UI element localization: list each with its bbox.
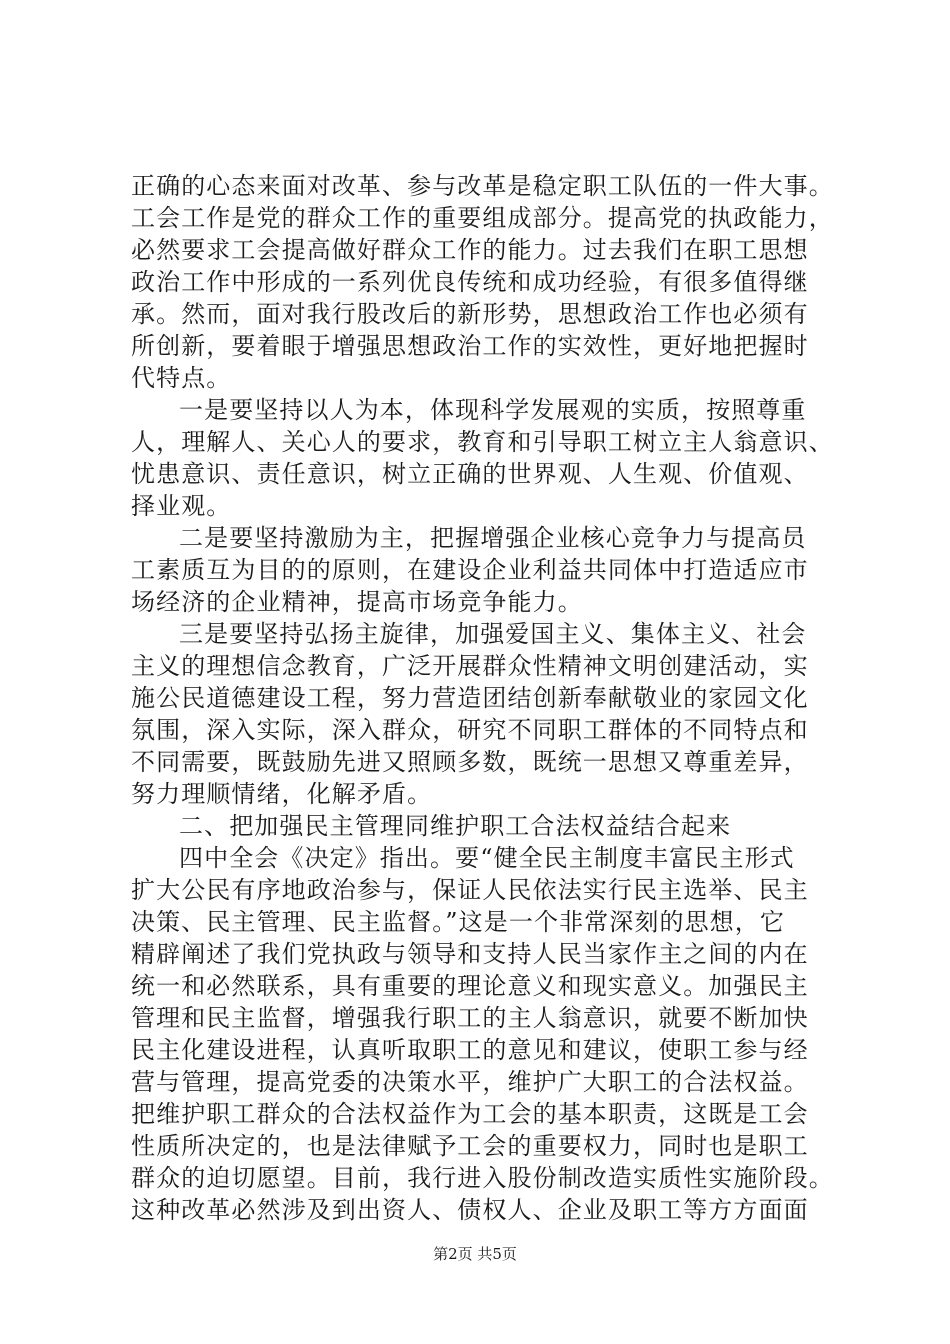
text-line: 统一和必然联系，具有重要的理论意义和现实意义。加强民主	[131, 972, 809, 1000]
text-line: 工会工作是党的群众工作的重要组成部分。提高党的执政能力，	[131, 204, 834, 232]
text-line: 精辟阐述了我们党执政与领导和支持人民当家作主之间的内在	[131, 940, 809, 968]
text-line: 正确的心态来面对改革、参与改革是稳定职工队伍的一件大事。	[131, 172, 834, 200]
text-line: 所创新，要着眼于增强思想政治工作的实效性，更好地把握时	[131, 332, 809, 360]
text-line: 承。然而，面对我行股改后的新形势，思想政治工作也必须有	[131, 300, 809, 328]
text-line: 必然要求工会提高做好群众工作的能力。过去我们在职工思想	[131, 236, 809, 264]
text-line: 群众的迫切愿望。目前，我行进入股份制改造实质性实施阶段。	[131, 1164, 834, 1192]
text-line: 代特点。	[131, 364, 232, 392]
text-line: 氛围，深入实际，深入群众，研究不同职工群体的不同特点和	[131, 716, 809, 744]
text-line: 施公民道德建设工程，努力营造团结创新奉献敬业的家园文化	[131, 684, 809, 712]
text-line: 政治工作中形成的一系列优良传统和成功经验，有很多值得继	[131, 268, 809, 296]
text-line: 这种改革必然涉及到出资人、债权人、企业及职工等方方面面	[131, 1196, 809, 1224]
text-line: 择业观。	[131, 492, 232, 520]
text-line: 把维护职工群众的合法权益作为工会的基本职责，这既是工会	[131, 1100, 809, 1128]
page-number-footer: 第2页 共5页	[433, 1245, 517, 1263]
text-line: 扩大公民有序地政治参与，保证人民依法实行民主选举、民主	[131, 876, 809, 904]
text-line: 性质所决定的，也是法律赋予工会的重要权力，同时也是职工	[131, 1132, 809, 1160]
text-line: 场经济的企业精神，提高市场竞争能力。	[131, 588, 583, 616]
text-line: 主义的理想信念教育，广泛开展群众性精神文明创建活动，实	[131, 652, 809, 680]
text-line: 营与管理，提高党委的决策水平，维护广大职工的合法权益。	[131, 1068, 809, 1096]
section-heading: 二、把加强民主管理同维护职工合法权益结合起来	[179, 812, 732, 840]
text-line: 工素质互为目的的原则，在建设企业利益共同体中打造适应市	[131, 556, 809, 584]
text-line: 四中全会《决定》指出。要“健全民主制度丰富民主形式	[179, 844, 795, 872]
text-line: 二是要坚持激励为主，把握增强企业核心竞争力与提高员	[179, 524, 807, 552]
text-line: 忧患意识、责任意识，树立正确的世界观、人生观、价值观、	[131, 460, 809, 488]
text-line: 不同需要，既鼓励先进又照顾多数，既统一思想又尊重差异，	[131, 748, 809, 776]
text-line: 管理和民主监督，增强我行职工的主人翁意识，就要不断加快	[131, 1004, 809, 1032]
text-line: 民主化建设进程，认真听取职工的意见和建议，使职工参与经	[131, 1036, 809, 1064]
text-line: 三是要坚持弘扬主旋律，加强爱国主义、集体主义、社会	[179, 620, 807, 648]
text-line: 人，理解人、关心人的要求，教育和引导职工树立主人翁意识、	[131, 428, 834, 456]
text-line: 努力理顺情绪，化解矛盾。	[131, 780, 433, 808]
text-line: 一是要坚持以人为本，体现科学发展观的实质，按照尊重	[179, 396, 807, 424]
text-line: 决策、民主管理、民主监督。”这是一个非常深刻的思想，它	[131, 908, 785, 936]
document-body	[131, 170, 834, 1226]
